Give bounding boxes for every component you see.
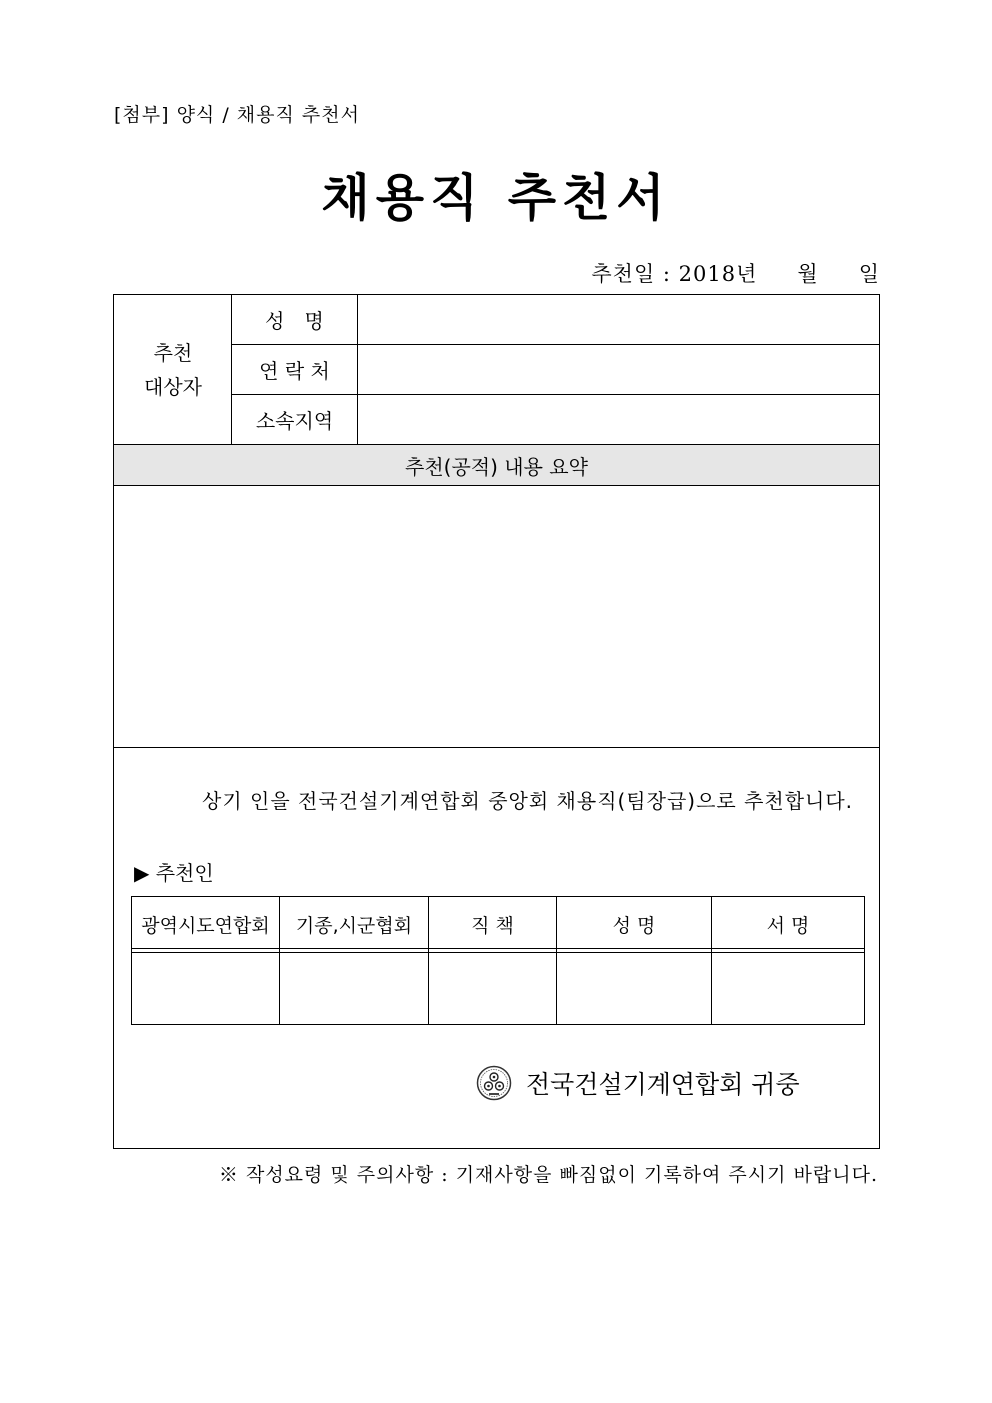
recommendation-statement: 상기 인을 전국건설기계연합회 중앙회 채용직(팀장급)으로 추천합니다. (202, 789, 854, 813)
recommendation-form (113, 294, 880, 1149)
organization-name: 전국건설기계연합회 귀중 (526, 1070, 800, 1099)
signature-cell[interactable] (712, 953, 864, 1024)
date-day-label: 일 (858, 262, 880, 286)
date-prefix: 추천일 : 2018년 (591, 262, 758, 286)
region-label: 소속지역 (255, 409, 334, 433)
candidate-group-label (114, 295, 232, 444)
page-title: 채용직 추천서 (321, 169, 671, 227)
local-association-cell[interactable] (280, 953, 428, 1024)
recommendation-date (591, 258, 880, 288)
contact-field[interactable] (358, 345, 879, 394)
recommender-heading: ▶ 추천인 (134, 861, 214, 885)
regional-association-cell[interactable] (132, 953, 279, 1024)
summary-heading: 추천(공적) 내용 요약 (114, 444, 879, 486)
col-header-regional-association: 광역시도연합회 (141, 914, 270, 937)
organization-line (476, 1065, 800, 1101)
col-header-signature: 서 명 (766, 914, 810, 937)
candidate-group-label-line1: 추천 (153, 340, 193, 365)
position-cell[interactable] (429, 953, 556, 1024)
region-field[interactable] (358, 395, 879, 444)
candidate-group-label-line2: 대상자 (144, 374, 202, 399)
contact-label: 연 락 처 (259, 359, 330, 383)
date-month-label: 월 (797, 262, 819, 286)
name-field[interactable] (358, 295, 879, 344)
summary-content-area[interactable] (114, 486, 879, 747)
recommender-name-cell[interactable] (557, 953, 711, 1024)
col-header-position: 직 책 (471, 914, 514, 937)
col-header-local-association: 기종,시군협회 (295, 914, 413, 937)
col-header-name: 성 명 (612, 914, 656, 937)
association-seal-icon (476, 1065, 512, 1101)
recommender-table (131, 896, 865, 1025)
name-label: 성 명 (265, 309, 324, 333)
attachment-label: [첨부] 양식 / 채용직 추천서 (114, 104, 360, 126)
instructions-note: ※ 작성요령 및 주의사항 : 기재사항을 빠짐없이 기록하여 주시기 바랍니다. (218, 1164, 878, 1186)
